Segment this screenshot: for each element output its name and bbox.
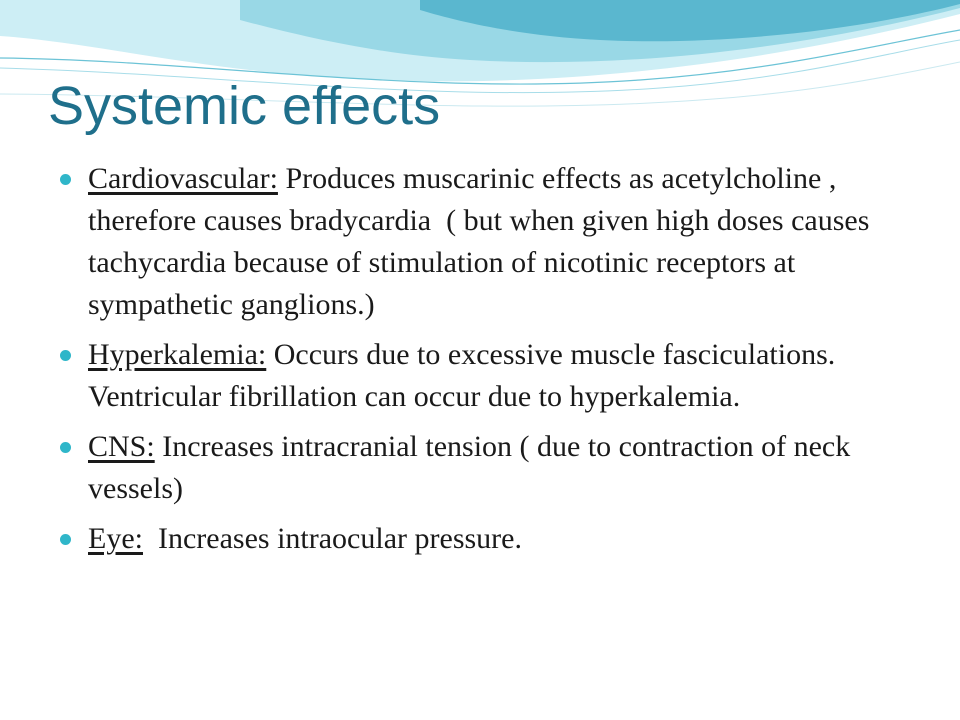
bullet-item-eye — [60, 518, 930, 560]
bullet-dot-icon — [60, 534, 71, 545]
bullet-item-hyperkalemia — [60, 334, 930, 418]
bullet-item-cardiovascular — [60, 158, 930, 326]
bullet-term: CNS: — [88, 430, 155, 463]
bullet-text: Produces muscarinic effects as acetylcholine , therefore causes bradycardia ( but when given high doses causes tachycardia because of stimulation of nicotinic receptors at sympathetic ganglions.) — [88, 162, 877, 321]
slide-title: Systemic effects — [48, 76, 441, 136]
bullet-text: Increases intracranial tension ( due to contraction of neck vessels) — [88, 430, 858, 505]
bullet-text: Occurs due to excessive muscle fasciculations. Ventricular fibrillation can occur due to hyperkalemia. — [88, 338, 850, 413]
bullet-term: Cardiovascular: — [88, 162, 278, 195]
bullet-text: Increases intraocular pressure. — [142, 522, 522, 555]
bullet-item-cns — [60, 426, 930, 510]
bullet-term: Hyperkalemia: — [88, 338, 267, 371]
bullet-dot-icon — [60, 174, 71, 185]
bullet-list — [60, 158, 930, 568]
bullet-dot-icon — [60, 350, 71, 361]
bullet-term: Eye: — [88, 522, 143, 555]
bullet-dot-icon — [60, 442, 71, 453]
